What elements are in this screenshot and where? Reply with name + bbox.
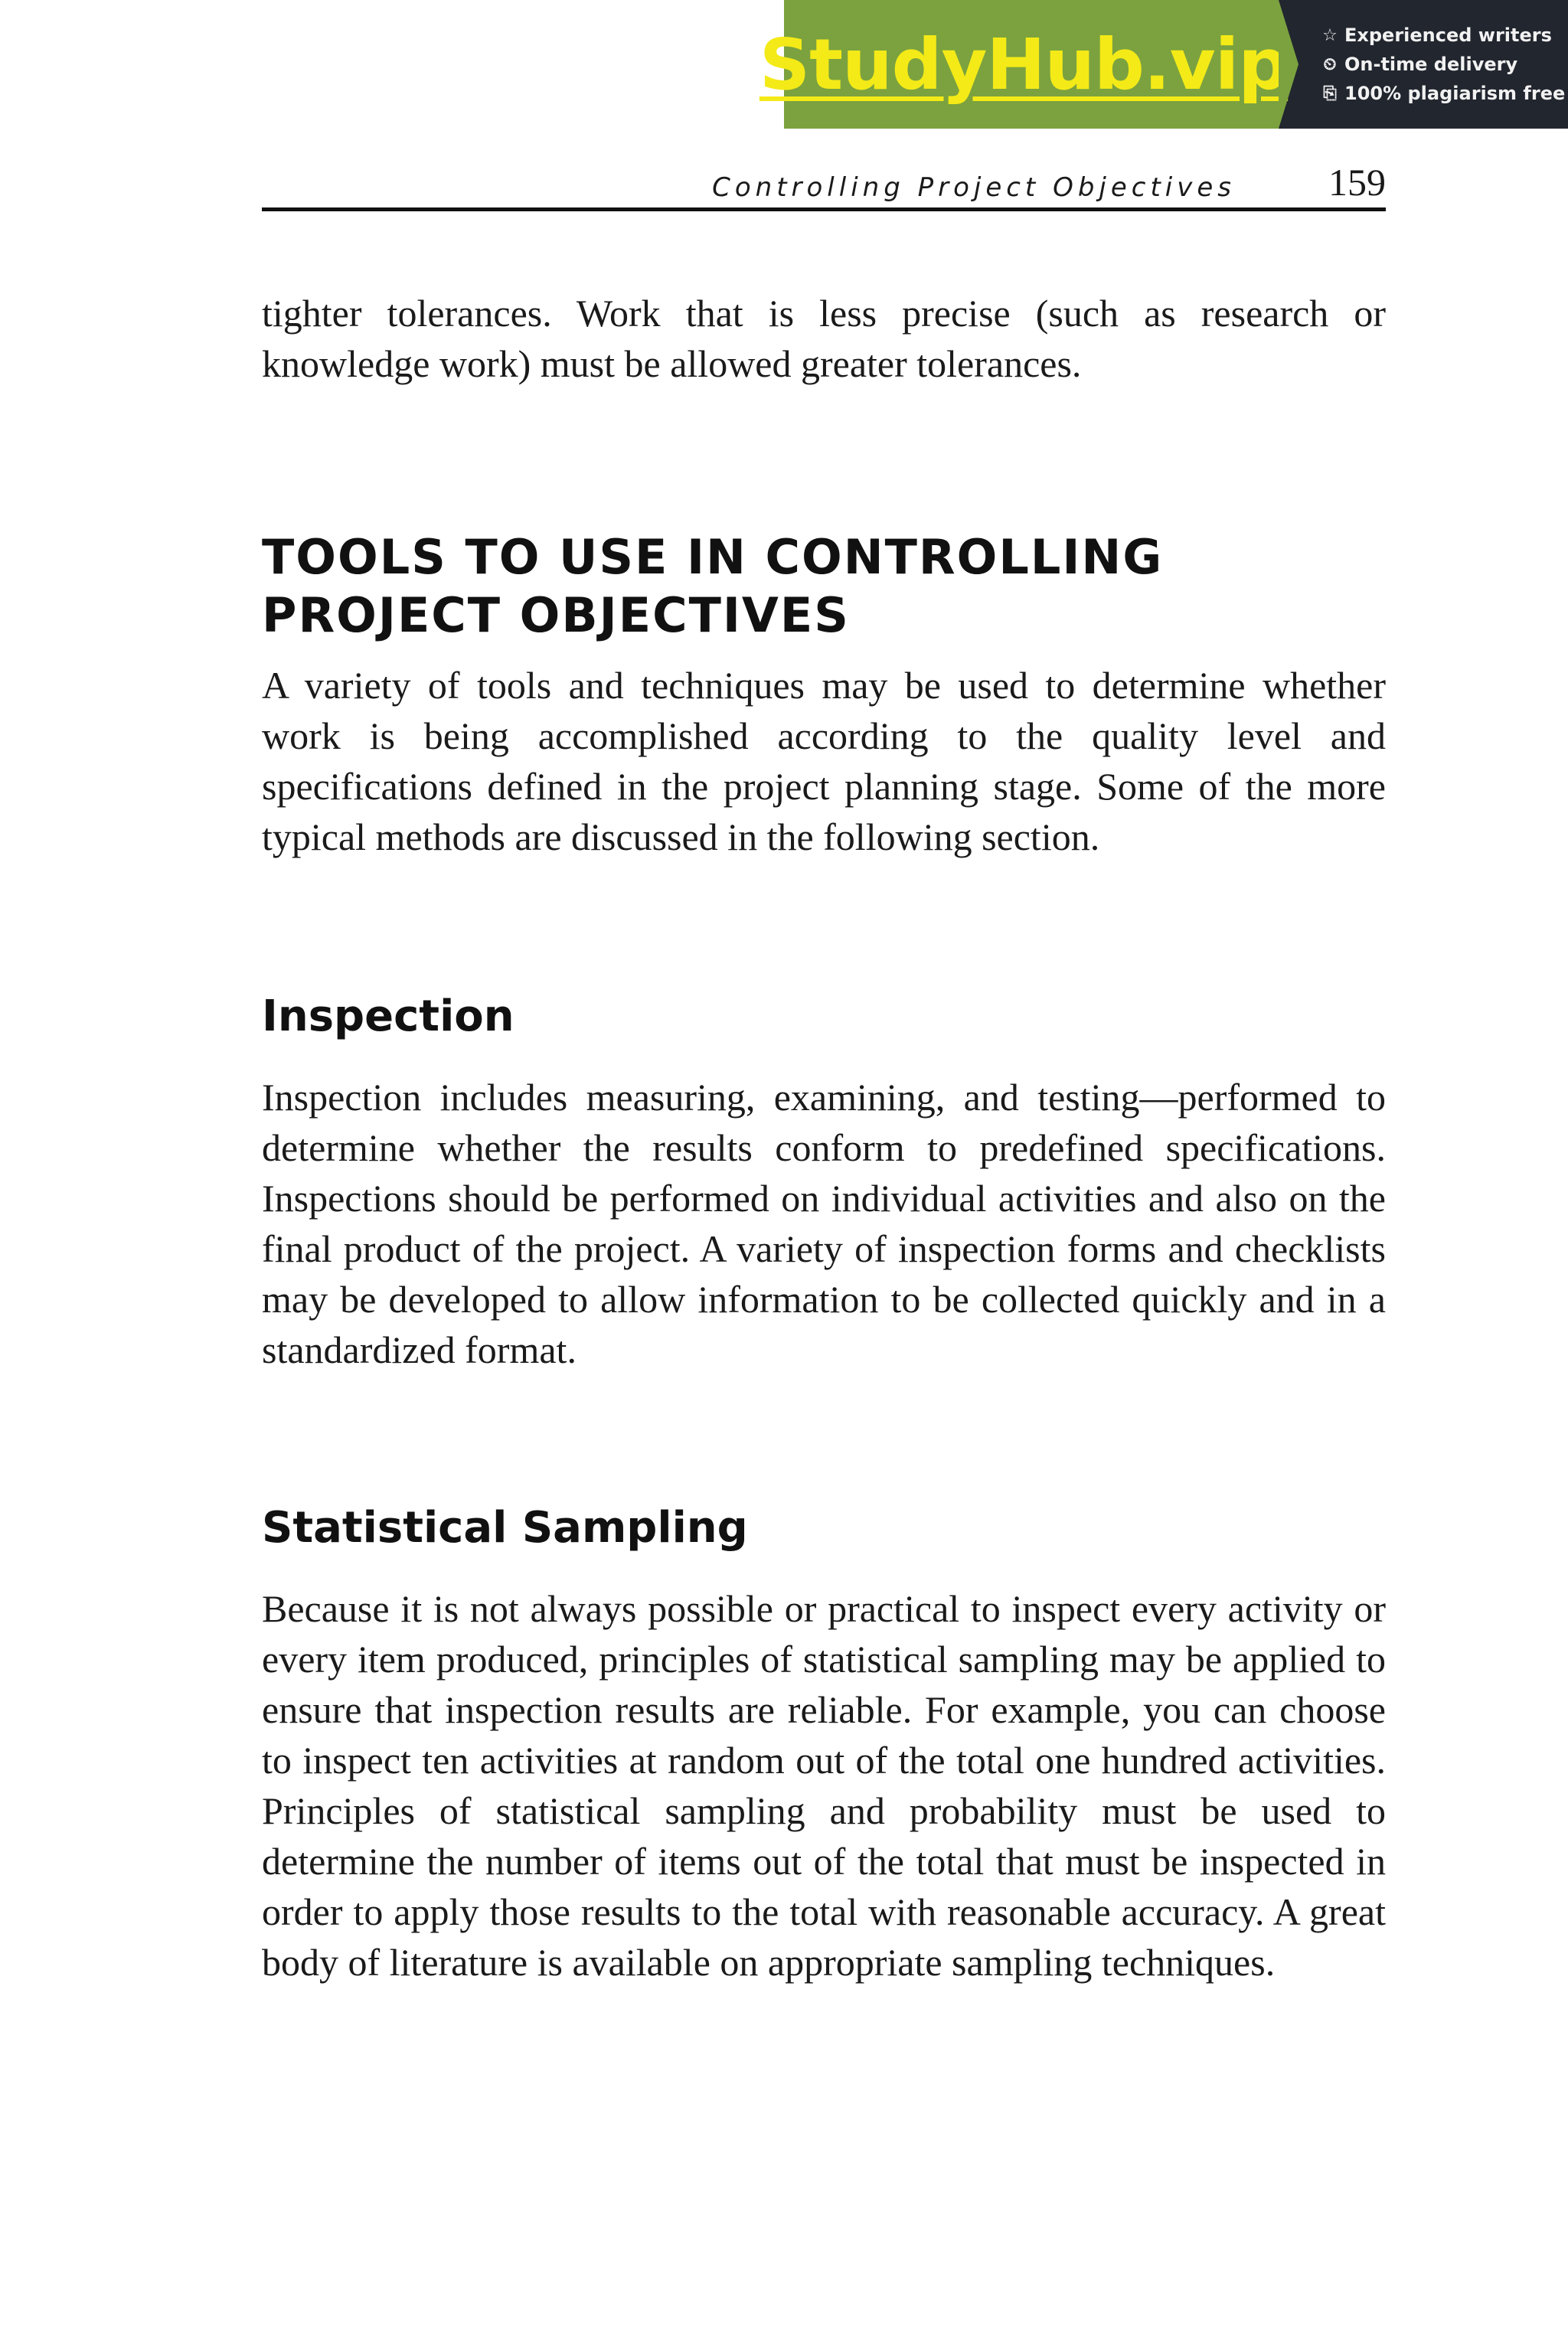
page-number: 159 (1328, 161, 1386, 204)
feature-label: On-time delivery (1344, 54, 1518, 75)
running-title: Controlling Project Objectives (712, 172, 1236, 203)
copy-icon: ⎘ (1323, 83, 1337, 103)
feature-label: Experienced writers (1344, 24, 1552, 46)
section-heading: TOOLS TO USE IN CONTROLLING PROJECT OBJECTIVES (262, 529, 1164, 643)
feature-plagiarism-free (1320, 83, 1568, 104)
page-content (262, 288, 1386, 1988)
running-head (262, 158, 1386, 211)
feature-experienced-writers (1320, 24, 1568, 46)
brand-name[interactable]: StudyHub.vip (759, 23, 1289, 106)
banner-features (1279, 0, 1568, 129)
feature-on-time-delivery (1320, 54, 1568, 75)
subsection-heading-inspection: Inspection (262, 991, 514, 1041)
intro-paragraph: tighter tolerances. Work that is less precise (such as research or knowledge work) must be allowed greater tolerances. (262, 292, 1386, 385)
statistical-sampling-paragraph: Because it is not always possible or practical to inspect every activity or every item produced, principles of statistical sampling may be applied to ensure that inspection results are reliable. For example, you can choose to inspect ten activities at random out of the total one hundred activities. Principles of statistical sampling and probability must be used to determine the number of items out of the total that must be inspected in order to apply those results to the total with reasonable accuracy. A great body of literature is available on appropriate sampling techniques. (262, 1587, 1386, 1984)
feature-label: 100% plagiarism free (1344, 83, 1566, 104)
subsection-heading-statistical-sampling: Statistical Sampling (262, 1503, 748, 1553)
studyhub-logo[interactable] (759, 0, 1289, 129)
star-icon: ☆ (1322, 25, 1338, 45)
inspection-paragraph: Inspection includes measuring, examining, and testing—performed to determine whether the results conform to predefined specifications. Inspections should be performed on individual activities and also on the final product of the project. A variety of inspection forms and checklists may be developed to allow information to be collected quickly and in a standardized format. (262, 1076, 1386, 1371)
clock-icon: ⏲ (1323, 54, 1337, 74)
section-paragraph: A variety of tools and techniques may be used to determine whether work is being accomplished according to the quality level and specifications defined in the project planning stage. Some of the more typical methods are discussed in the following section. (262, 664, 1386, 858)
studyhub-banner[interactable] (759, 0, 1568, 129)
